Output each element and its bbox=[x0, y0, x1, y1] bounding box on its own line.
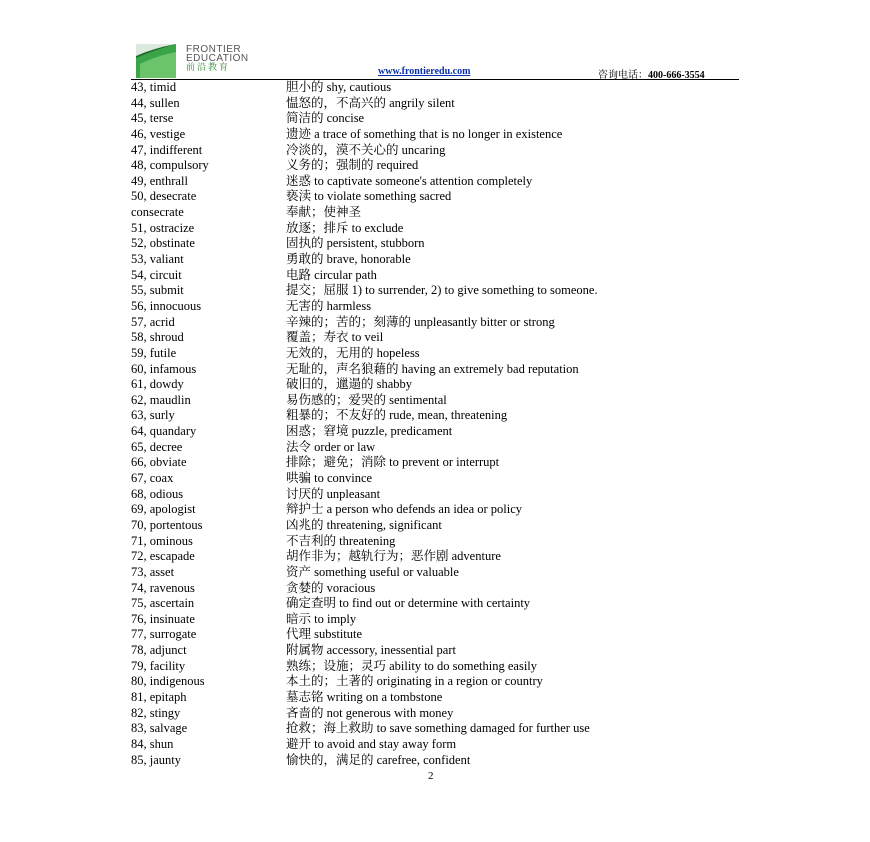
website-link[interactable]: www.frontieredu.com bbox=[378, 66, 471, 77]
vocabulary-entry bbox=[131, 96, 741, 112]
entry-word: 71, ominous bbox=[131, 533, 193, 548]
entry-word: 47, indifferent bbox=[131, 142, 203, 157]
entry-definition: 胆小的 shy, cautious bbox=[286, 80, 392, 94]
entry-word: 57, acrid bbox=[131, 314, 175, 329]
vocabulary-entry bbox=[131, 268, 741, 284]
vocabulary-entry bbox=[131, 549, 741, 565]
entry-definition: 愉快的，满足的 carefree, confident bbox=[286, 752, 471, 767]
entry-definition: 电路 circular path bbox=[286, 267, 377, 282]
entry-word: 84, shun bbox=[131, 736, 174, 751]
entry-definition: 熟练；设施；灵巧 ability to do something easily bbox=[286, 658, 538, 673]
vocabulary-entry bbox=[131, 502, 741, 518]
entry-word: 56, innocuous bbox=[131, 298, 202, 313]
vocabulary-entry bbox=[131, 221, 741, 237]
entry-definition: 确定查明 to find out or determine with certainty bbox=[286, 596, 531, 611]
frontier-education-logo-icon bbox=[136, 44, 176, 78]
entry-definition: 讨厌的 unpleasant bbox=[286, 486, 381, 501]
entry-definition: 固执的 persistent, stubborn bbox=[286, 236, 425, 251]
logo-line2: EDUCATION bbox=[186, 53, 249, 64]
phone-label: 咨询电话： bbox=[598, 70, 648, 81]
vocabulary-entry bbox=[131, 111, 741, 127]
vocabulary-entry bbox=[131, 643, 741, 659]
logo-text bbox=[186, 45, 249, 72]
vocabulary-entry bbox=[131, 627, 741, 643]
entry-word: 46, vestige bbox=[131, 126, 186, 141]
entry-definition: 粗暴的；不友好的 rude, mean, threatening bbox=[286, 408, 508, 423]
vocabulary-entry bbox=[131, 315, 741, 331]
vocabulary-entry bbox=[131, 674, 741, 690]
entry-definition: 不吉利的 threatening bbox=[286, 533, 396, 548]
entry-definition: 贪婪的 voracious bbox=[286, 580, 376, 595]
entry-definition: 提交；屈服 1) to surrender, 2) to give something to someone. bbox=[286, 283, 598, 298]
entry-word: 64, quandary bbox=[131, 424, 197, 439]
entry-definition: 避开 to avoid and stay away form bbox=[286, 736, 457, 751]
vocabulary-entry bbox=[131, 330, 741, 346]
entry-word: 78, adjunct bbox=[131, 643, 187, 658]
entry-word: 85, jaunty bbox=[131, 752, 181, 767]
vocabulary-entry bbox=[131, 174, 741, 190]
entry-word: 79, facility bbox=[131, 658, 186, 673]
vocabulary-entry bbox=[131, 408, 741, 424]
entry-word: 58, shroud bbox=[131, 330, 184, 345]
entry-word: 69, apologist bbox=[131, 502, 196, 517]
entry-word: 76, insinuate bbox=[131, 611, 195, 626]
entry-word: 52, obstinate bbox=[131, 236, 195, 251]
entry-word: 73, asset bbox=[131, 564, 175, 579]
entry-definition: 胡作非为；越轨行为；恶作剧 adventure bbox=[286, 549, 501, 564]
entry-definition: 哄骗 to convince bbox=[286, 471, 373, 486]
entry-definition: 奉献；使神圣 bbox=[286, 205, 362, 220]
vocabulary-entry bbox=[131, 534, 741, 550]
vocabulary-entry bbox=[131, 346, 741, 362]
vocabulary-entry bbox=[131, 205, 741, 221]
phone-number: 400-666-3554 bbox=[648, 70, 705, 81]
entry-definition: 代理 substitute bbox=[286, 627, 363, 642]
entry-definition: 本土的；土著的 originating in a region or country bbox=[286, 674, 543, 689]
entry-word: 72, escapade bbox=[131, 549, 195, 564]
entry-word: 50, desecrate bbox=[131, 189, 197, 204]
entry-definition: 无耻的，声名狼藉的 having an extremely bad reputation bbox=[286, 361, 579, 376]
vocabulary-entry bbox=[131, 299, 741, 315]
vocabulary-entry bbox=[131, 721, 741, 737]
entry-definition: 墓志铭 writing on a tombstone bbox=[286, 689, 443, 704]
entry-definition: 凶兆的 threatening, significant bbox=[286, 517, 442, 532]
entry-definition: 排除；避免；消除 to prevent or interrupt bbox=[286, 455, 500, 470]
entry-word: 53, valiant bbox=[131, 252, 184, 267]
entry-definition: 愠怒的，不高兴的 angrily silent bbox=[286, 95, 455, 110]
logo-line1: FRONTIER bbox=[186, 44, 242, 55]
entry-definition: 勇敢的 brave, honorable bbox=[286, 252, 411, 267]
vocabulary-entry bbox=[131, 565, 741, 581]
entry-word: 55, submit bbox=[131, 283, 184, 298]
entry-word: 77, surrogate bbox=[131, 627, 197, 642]
entry-definition: 覆盖；寿衣 to veil bbox=[286, 330, 384, 345]
entry-word: 61, dowdy bbox=[131, 377, 184, 392]
entry-definition: 辩护士 a person who defends an idea or policy bbox=[286, 502, 523, 517]
vocabulary-entry bbox=[131, 127, 741, 143]
entry-definition: 附属物 accessory, inessential part bbox=[286, 643, 456, 658]
entry-word: 68, odious bbox=[131, 486, 184, 501]
entry-definition: 易伤感的；爱哭的 sentimental bbox=[286, 392, 447, 407]
entry-definition: 义务的；强制的 required bbox=[286, 158, 419, 173]
entry-word: 62, maudlin bbox=[131, 392, 191, 407]
entry-definition: 冷淡的，漠不关心的 uncaring bbox=[286, 142, 446, 157]
entry-definition: 简洁的 concise bbox=[286, 111, 365, 126]
vocabulary-entry bbox=[131, 455, 741, 471]
entry-word: 75, ascertain bbox=[131, 596, 195, 611]
vocabulary-entry bbox=[131, 690, 741, 706]
vocabulary-entry bbox=[131, 189, 741, 205]
entry-word: 70, portentous bbox=[131, 517, 203, 532]
entry-word: 45, terse bbox=[131, 111, 174, 126]
vocabulary-list bbox=[131, 80, 741, 768]
vocabulary-entry bbox=[131, 158, 741, 174]
page-number: 2 bbox=[428, 770, 434, 782]
entry-definition: 无害的 harmless bbox=[286, 298, 372, 313]
entry-word: 65, decree bbox=[131, 439, 183, 454]
vocabulary-entry bbox=[131, 80, 741, 96]
vocabulary-entry bbox=[131, 471, 741, 487]
vocabulary-entry bbox=[131, 143, 741, 159]
entry-word: 80, indigenous bbox=[131, 674, 205, 689]
entry-word: 54, circuit bbox=[131, 267, 182, 282]
entry-definition: 困惑；窘境 puzzle, predicament bbox=[286, 424, 453, 439]
entry-definition: 迷惑 to captivate someone's attention completely bbox=[286, 173, 533, 188]
vocabulary-entry bbox=[131, 236, 741, 252]
entry-word: 59, futile bbox=[131, 345, 177, 360]
entry-word: 66, obviate bbox=[131, 455, 187, 470]
entry-word: 81, epitaph bbox=[131, 689, 187, 704]
vocabulary-entry bbox=[131, 393, 741, 409]
vocabulary-entry bbox=[131, 737, 741, 753]
entry-definition: 辛辣的；苦的；刻薄的 unpleasantly bitter or strong bbox=[286, 314, 555, 329]
entry-word: 49, enthrall bbox=[131, 173, 188, 188]
entry-definition: 无效的，无用的 hopeless bbox=[286, 345, 420, 360]
entry-word: 51, ostracize bbox=[131, 220, 195, 235]
vocabulary-entry bbox=[131, 706, 741, 722]
entry-word: 44, sullen bbox=[131, 95, 180, 110]
entry-word: 83, salvage bbox=[131, 721, 188, 736]
entry-definition: 抢救；海上救助 to save something damaged for further use bbox=[286, 721, 590, 736]
entry-word: 43, timid bbox=[131, 80, 177, 94]
entry-definition: 法令 order or law bbox=[286, 439, 376, 454]
vocabulary-entry bbox=[131, 424, 741, 440]
entry-word: consecrate bbox=[131, 205, 184, 220]
entry-definition: 亵渎 to violate something sacred bbox=[286, 189, 452, 204]
entry-definition: 破旧的，邋遢的 shabby bbox=[286, 377, 413, 392]
logo-chinese: 前沿教育 bbox=[186, 62, 231, 72]
entry-definition: 遗迹 a trace of something that is no longer in existence bbox=[286, 126, 563, 141]
entry-word: 48, compulsory bbox=[131, 158, 209, 173]
entry-definition: 吝啬的 not generous with money bbox=[286, 705, 454, 720]
vocabulary-entry bbox=[131, 362, 741, 378]
entry-word: 63, surly bbox=[131, 408, 175, 423]
entry-definition: 暗示 to imply bbox=[286, 611, 357, 626]
vocabulary-entry bbox=[131, 753, 741, 769]
vocabulary-entry bbox=[131, 581, 741, 597]
vocabulary-entry bbox=[131, 612, 741, 628]
entry-definition: 放逐；排斥 to exclude bbox=[286, 220, 404, 235]
entry-word: 60, infamous bbox=[131, 361, 197, 376]
vocabulary-entry bbox=[131, 283, 741, 299]
vocabulary-entry bbox=[131, 518, 741, 534]
vocabulary-entry bbox=[131, 440, 741, 456]
entry-word: 74, ravenous bbox=[131, 580, 195, 595]
vocabulary-entry bbox=[131, 377, 741, 393]
vocabulary-entry bbox=[131, 252, 741, 268]
entry-word: 82, stingy bbox=[131, 705, 181, 720]
vocabulary-entry bbox=[131, 487, 741, 503]
vocabulary-entry bbox=[131, 596, 741, 612]
vocabulary-entry bbox=[131, 659, 741, 675]
entry-word: 67, coax bbox=[131, 471, 174, 486]
entry-definition: 资产 something useful or valuable bbox=[286, 564, 459, 579]
